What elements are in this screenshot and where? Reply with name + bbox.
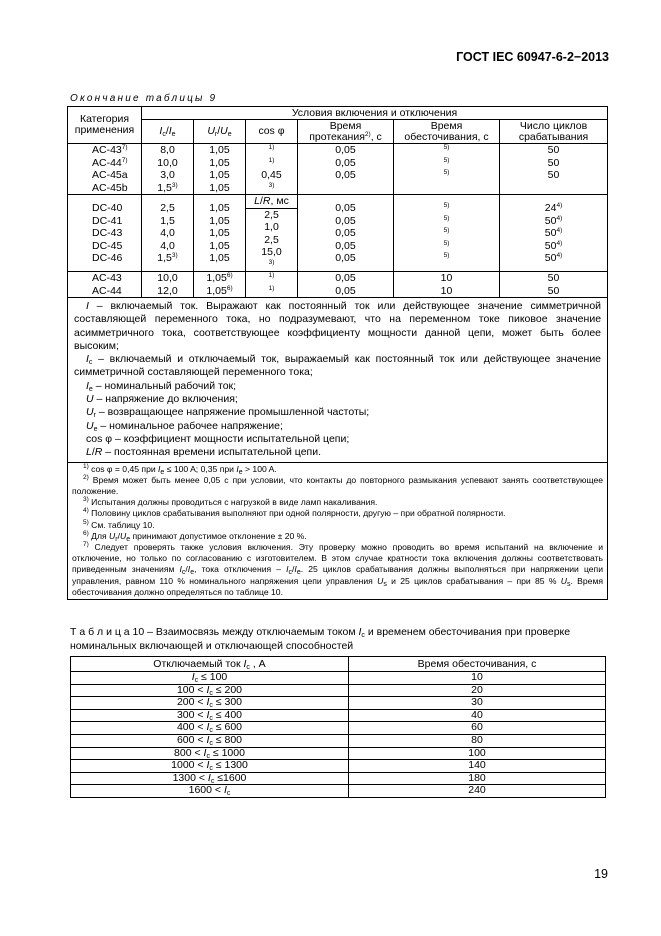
ac-row-flow-time [298, 182, 393, 195]
ac-row-deenergize-time: 5) [443, 144, 450, 151]
dc-row-cycles: 50$^{4)}$ [544, 227, 563, 239]
dc-row-deenergize-time: 5) [443, 202, 450, 209]
dc-row-ic-ie: 1,5 [160, 214, 175, 227]
deenergize-time-value: 240 [349, 785, 606, 798]
dc-row-cycles: 50$^{4)}$ [544, 239, 563, 252]
deenergize-time-value: 10 [349, 672, 606, 685]
table10-row [71, 734, 606, 747]
dc-row-ic-ie: 1,5$^{3)}$ [157, 252, 178, 264]
dc-row-deenergize-time: 5) [443, 239, 450, 247]
dc-row-ic-ie: 2,5 [160, 202, 175, 214]
current-range: $1000 < I_c \le 1300$ [71, 760, 349, 773]
header-ic-ie: $I_c/I_e$ [142, 120, 194, 144]
header-cycles: Число циклов срабатывания [500, 120, 608, 144]
ac-row-ur-ue: 1,05 [209, 181, 230, 194]
ac2-row-deenergize-time: 10 [440, 284, 453, 297]
ac2-row-cos-phi: 1) [268, 284, 275, 292]
ac-row-cos-phi: 1) [268, 144, 275, 151]
footnote-4: $^{4)}$ Половину циклов срабатывания выполняют при одной полярности, другую – при обратной полярности. [83, 507, 506, 519]
current-range: $300 < I_c \le 400$ [71, 709, 349, 722]
deenergize-time-value: 80 [349, 734, 606, 747]
dc-row-category: DC-45 [92, 239, 123, 252]
ac2-row-ic-ie: 10,0 [157, 272, 178, 284]
table10-row [71, 684, 606, 697]
header-cos-phi: cos φ [246, 120, 298, 144]
ac-row-ic-ie: 3,0 [160, 169, 175, 181]
document-header: ГОСТ IEC 60947-6-2−2013 [456, 50, 609, 64]
ac-second-group-rows [68, 272, 608, 298]
dc-row-category: DC-40 [92, 202, 123, 214]
current-range: $1600 < I_c$ [71, 785, 349, 798]
dc-row-cos-phi: 1,0 [264, 221, 279, 233]
header-deenergize-time: Время обесточивания, с [394, 120, 500, 144]
current-range: $400 < I_c \le 600$ [71, 722, 349, 735]
ac2-row-ur-ue: 1,05$^{6)}$ [206, 272, 233, 284]
dc-row-deenergize-time: 5) [443, 252, 450, 259]
footnote-5: $^{5)}$ См. таблицу 10. [83, 518, 155, 530]
table10-row [71, 760, 606, 773]
dc-row-deenergize-time: 5) [443, 214, 450, 222]
footnote-3: $^{3)}$ Испытания должны проводиться с нагрузкой в виде ламп накаливания. [83, 496, 378, 508]
ac-row-cos-phi: 1) [268, 156, 275, 164]
ac-row-cycles: 50 [547, 144, 560, 156]
table-10 [70, 656, 606, 798]
ac2-row-category: AC-43 [92, 272, 122, 284]
dc-group-rows [68, 195, 608, 209]
ac-row-ic-ie: 8,0 [160, 144, 175, 156]
dc-row-ur-ue: 1,05 [209, 252, 230, 264]
dc-row-cycles: 24$^{4)}$ [544, 202, 563, 214]
current-range: $200 < I_c \le 300$ [71, 697, 349, 710]
current-range: $800 < I_c \le 1000$ [71, 747, 349, 760]
header-category: Категория применения [68, 107, 142, 144]
table10-row [71, 709, 606, 722]
current-range: $1300 < I_c \le 1600$ [71, 772, 349, 785]
dc-row-flow-time: 0,05 [335, 252, 356, 264]
dc-row-flow-time: 0,05 [335, 239, 356, 252]
table9-caption: Окончание таблицы 9 [70, 93, 218, 104]
footnote-1: $^{1)}$ cos φ = 0,45 при $I_e \le 100$ A; 0,35 при $I_e > 100$ A. [83, 462, 277, 476]
ac-row-deenergize-time: 5) [443, 156, 450, 164]
ac-row-category: AC-44$^{7)}$ [92, 156, 128, 169]
deenergize-time-value: 40 [349, 709, 606, 722]
ac2-row-cycles: 50 [547, 284, 560, 297]
ac-group-rows [68, 144, 608, 195]
ac-row-category: AC-43$^{7)}$ [92, 144, 128, 156]
table10-row [71, 722, 606, 735]
table10-row [71, 785, 606, 798]
ac2-row-flow-time: 0,05 [335, 284, 356, 297]
ac-row-ur-ue: 1,05 [209, 144, 230, 156]
table10-row [71, 697, 606, 710]
deenergize-time-value: 180 [349, 772, 606, 785]
dc-row-ur-ue: 1,05 [209, 202, 230, 214]
ac2-row-ur-ue: 1,05$^{6)}$ [206, 284, 233, 297]
ac-row-category: AC-45b [92, 181, 128, 194]
ac2-row-category: AC-44 [92, 284, 122, 297]
dc-row-category: DC-41 [92, 214, 123, 227]
dc-row-flow-time: 0,05 [335, 202, 356, 214]
dc-row-category: DC-43 [92, 227, 123, 239]
dc-row-flow-time: 0,05 [335, 214, 356, 227]
header-lr: L/R, мс [246, 195, 298, 209]
deenergize-time-value: 100 [349, 747, 606, 760]
ac-row-ur-ue: 1,05 [209, 169, 230, 181]
current-range: $100 < I_c \le 200$ [71, 684, 349, 697]
table10-caption: Т а б л и ц а 10 – Взаимосвязь между отключаемым током $I_c$ и временем обесточивания при проверке номинальных включающей и отключающей способностей [70, 626, 571, 652]
table10-header-time: Время обесточивания, с [349, 657, 606, 672]
ac-row-flow-time: 0,05 [335, 144, 356, 156]
dc-row-cos-phi: 2,5 [264, 208, 279, 221]
symbol-notes: I – включаемый ток. Выражают как постоянный ток или действующее значение симметричной составляющей переменного тока, но подразумевают, что на переменном токе пиковое значение асимметричного тока, соответствующее коэффициенту мощности данной цепи, может быть более высоким; $I_c$ – включаемый и отключаемый ток, выражаемый как постоянный ток или действующее значение симметричной составляющей переменного тока; $I_e$ – номинальный рабочий ток; U – напряжение до включения; $U_r$ – возвращающее напряжение промышленной частоты; $U_e$ – номинальное рабочее напряжение; cos φ – коэффициент мощности испытательной цепи; L/R – постоянная времени испытательной цепи. [68, 298, 608, 463]
dc-row-category: DC-46 [92, 252, 123, 264]
header-conditions: Условия включения и отключения [142, 107, 608, 120]
dc-row-cos-phi: 3) [268, 258, 275, 266]
ac-row-flow-time: 0,05 [335, 169, 356, 181]
ac-row-ur-ue: 1,05 [209, 156, 230, 169]
ac2-row-flow-time: 0,05 [335, 272, 356, 284]
table10-row [71, 672, 606, 685]
footnote-6: $^{6)}$ Для $U_r/U_e$ принимают допустимое отклонение ± 20 %. [83, 529, 307, 543]
deenergize-time-value: 140 [349, 760, 606, 773]
ac-row-deenergize-time: 5) [443, 169, 450, 176]
ac2-row-ic-ie: 12,0 [157, 284, 178, 297]
current-range: $I_c \le 100$ [71, 672, 349, 685]
ac-row-flow-time: 0,05 [335, 156, 356, 169]
ac-row-cos-phi: 0,45 [261, 169, 282, 181]
header-flow-time: Время протекания$^{2)}$, с [298, 120, 394, 144]
header-ur-ue: $U_r/U_e$ [194, 120, 246, 144]
dc-row-deenergize-time: 5) [443, 227, 450, 234]
ac-row-cycles: 50 [547, 156, 560, 169]
dc-row-flow-time: 0,05 [335, 227, 356, 239]
table-9 [67, 106, 608, 600]
dc-row-ic-ie: 4,0 [160, 239, 175, 252]
footnotes [68, 462, 608, 599]
dc-row-cos-phi: 15,0 [261, 246, 282, 258]
deenergize-time-value: 60 [349, 722, 606, 735]
ac-row-category: AC-45a [92, 169, 128, 181]
dc-row-cycles: 50$^{4)}$ [544, 252, 563, 264]
deenergize-time-value: 30 [349, 697, 606, 710]
page-number: 19 [594, 867, 608, 881]
current-range: $600 < I_c \le 800$ [71, 734, 349, 747]
dc-row-cycles: 50$^{4)}$ [544, 214, 563, 227]
ac2-row-cycles: 50 [547, 272, 560, 284]
footnote-2: $^{2)}$ Время может быть менее 0,05 с при условии, что контакты до повторного размыкания успевают занять соответствующее положение. [72, 473, 604, 496]
table10-row [71, 772, 606, 785]
ac-row-cos-phi: 3) [268, 181, 275, 189]
footnote-7: $^{7)}$ Следует проверять также условия включения. Эту проверку можно проводить во время испытаний на включение и отключение, но только по согласованию с изготовителем. В этом случае кратности тока включения должны соответствовать приведенным значениям $I_c/I_e$, тока отключения – $I_c/I_e$. 25 циклов срабатывания должны выполняться при напряжении цепи управления, равном 110 % номинального напряжения цепи управления $U_s$ и 25 циклов срабатывания – при 85 % $U_s$. Время обесточивания должно определяться по таблице 10. [72, 540, 604, 597]
ac2-row-deenergize-time: 10 [440, 272, 453, 284]
dc-row-cos-phi: 2,5 [264, 233, 279, 246]
ac2-row-cos-phi: 1) [268, 272, 275, 279]
deenergize-time-value: 20 [349, 684, 606, 697]
ac-row-ic-ie: 10,0 [157, 156, 178, 169]
dc-row-ur-ue: 1,05 [209, 227, 230, 239]
table10-row [71, 747, 606, 760]
ac-row-deenergize-time [394, 182, 499, 195]
dc-row-ur-ue: 1,05 [209, 239, 230, 252]
table10-header-current: Отключаемый ток $I_c$ , А [71, 657, 349, 672]
dc-row-ur-ue: 1,05 [209, 214, 230, 227]
ac-row-cycles [500, 182, 607, 195]
ac-row-ic-ie: 1,5$^{3)}$ [157, 181, 178, 194]
ac-row-cycles: 50 [547, 169, 560, 181]
dc-row-ic-ie: 4,0 [160, 227, 175, 239]
